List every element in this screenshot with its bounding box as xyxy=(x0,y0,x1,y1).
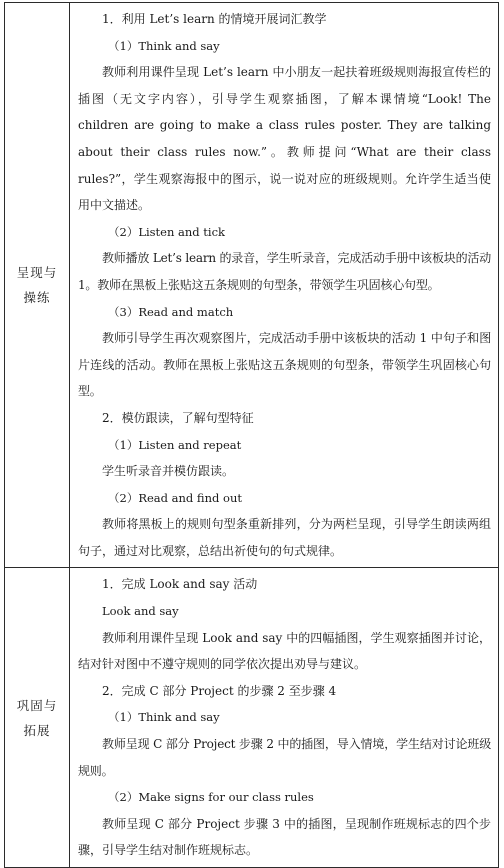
paragraph: 教师利用课件呈现 Look and say 中的四幅插图，学生观察插图并讨论，结对针对图中不遵守规则的同学依次提出劝导与建议。 xyxy=(78,630,491,672)
activity-heading: （2）Listen and tick xyxy=(108,224,226,239)
step-heading: 1．完成 Look and say 活动 xyxy=(102,577,258,592)
section-content-cell xyxy=(70,3,499,568)
section-label-cell xyxy=(5,568,70,868)
activity-heading: （1）Think and say xyxy=(108,710,220,725)
step-heading: 1．利用 Let’s learn 的情境开展词汇教学 xyxy=(102,12,327,26)
step-heading: 2．完成 C 部分 Project 的步骤 2 至步骤 4 xyxy=(102,683,337,698)
section-content-cell xyxy=(70,568,499,868)
section-row-present xyxy=(5,3,499,568)
section-label-line2: 操练 xyxy=(23,290,51,306)
activity-heading: （1）Listen and repeat xyxy=(108,437,242,452)
paragraph: 教师引导学生再次观察图片，完成活动手册中该板块的活动 1 中句子和图片连线的活动。教师在黑板上张贴这五条规则的句型条，带领学生巩固核心句型。 xyxy=(78,331,491,399)
lesson-plan-table xyxy=(4,2,499,868)
section-label-line1: 呈现与 xyxy=(16,265,58,281)
section-row-consolidate xyxy=(5,568,499,868)
activity-heading: （3）Read and match xyxy=(108,304,234,319)
activity-heading: （2）Read and find out xyxy=(108,490,242,505)
paragraph: 教师将黑板上的规则句型条重新排列，分为两栏呈现，引导学生朗读两组句子，通过对比观察，总结出祈使句的句式规律。 xyxy=(78,517,491,558)
paragraph: 教师播放 Let’s learn 的录音，学生听录音，完成活动手册中该板块的活动 1。教师在黑板上张贴这五条规则的句型条，带领学生巩固核心句型。 xyxy=(78,251,491,292)
section-label-line2: 拓展 xyxy=(23,722,51,738)
step-heading: 2．模仿跟读，了解句型特征 xyxy=(102,410,254,425)
paragraph: 教师呈现 C 部分 Project 步骤 3 中的插图，呈现制作班规标志的四个步骤，引导学生结对制作班规标志。 xyxy=(78,816,491,858)
activity-heading: （1）Think and say xyxy=(108,38,220,53)
paragraph: 学生听录音并模仿跟读。 xyxy=(102,464,235,479)
paragraph: 教师利用课件呈现 Let’s learn 中小朋友一起扶着班级规则海报宣传栏的插图（无文字内容），引导学生观察插图，了解本课情境“Look! The children are going to make a class rules poster. They are talking about their class rules now.”。教师提问“What are their class rules?”，学生观察海报中的图示，说一说对应的班级规则。允许学生适当使用中文描述。 xyxy=(78,65,491,213)
section-label-cell xyxy=(5,3,70,568)
activity-heading: Look and say xyxy=(102,604,179,619)
paragraph: 教师呈现 C 部分 Project 步骤 2 中的插图，导入情境，学生结对讨论班级规则。 xyxy=(78,737,491,778)
section-label-line1: 巩固与 xyxy=(16,697,58,713)
activity-heading: （2）Make signs for our class rules xyxy=(108,790,314,805)
